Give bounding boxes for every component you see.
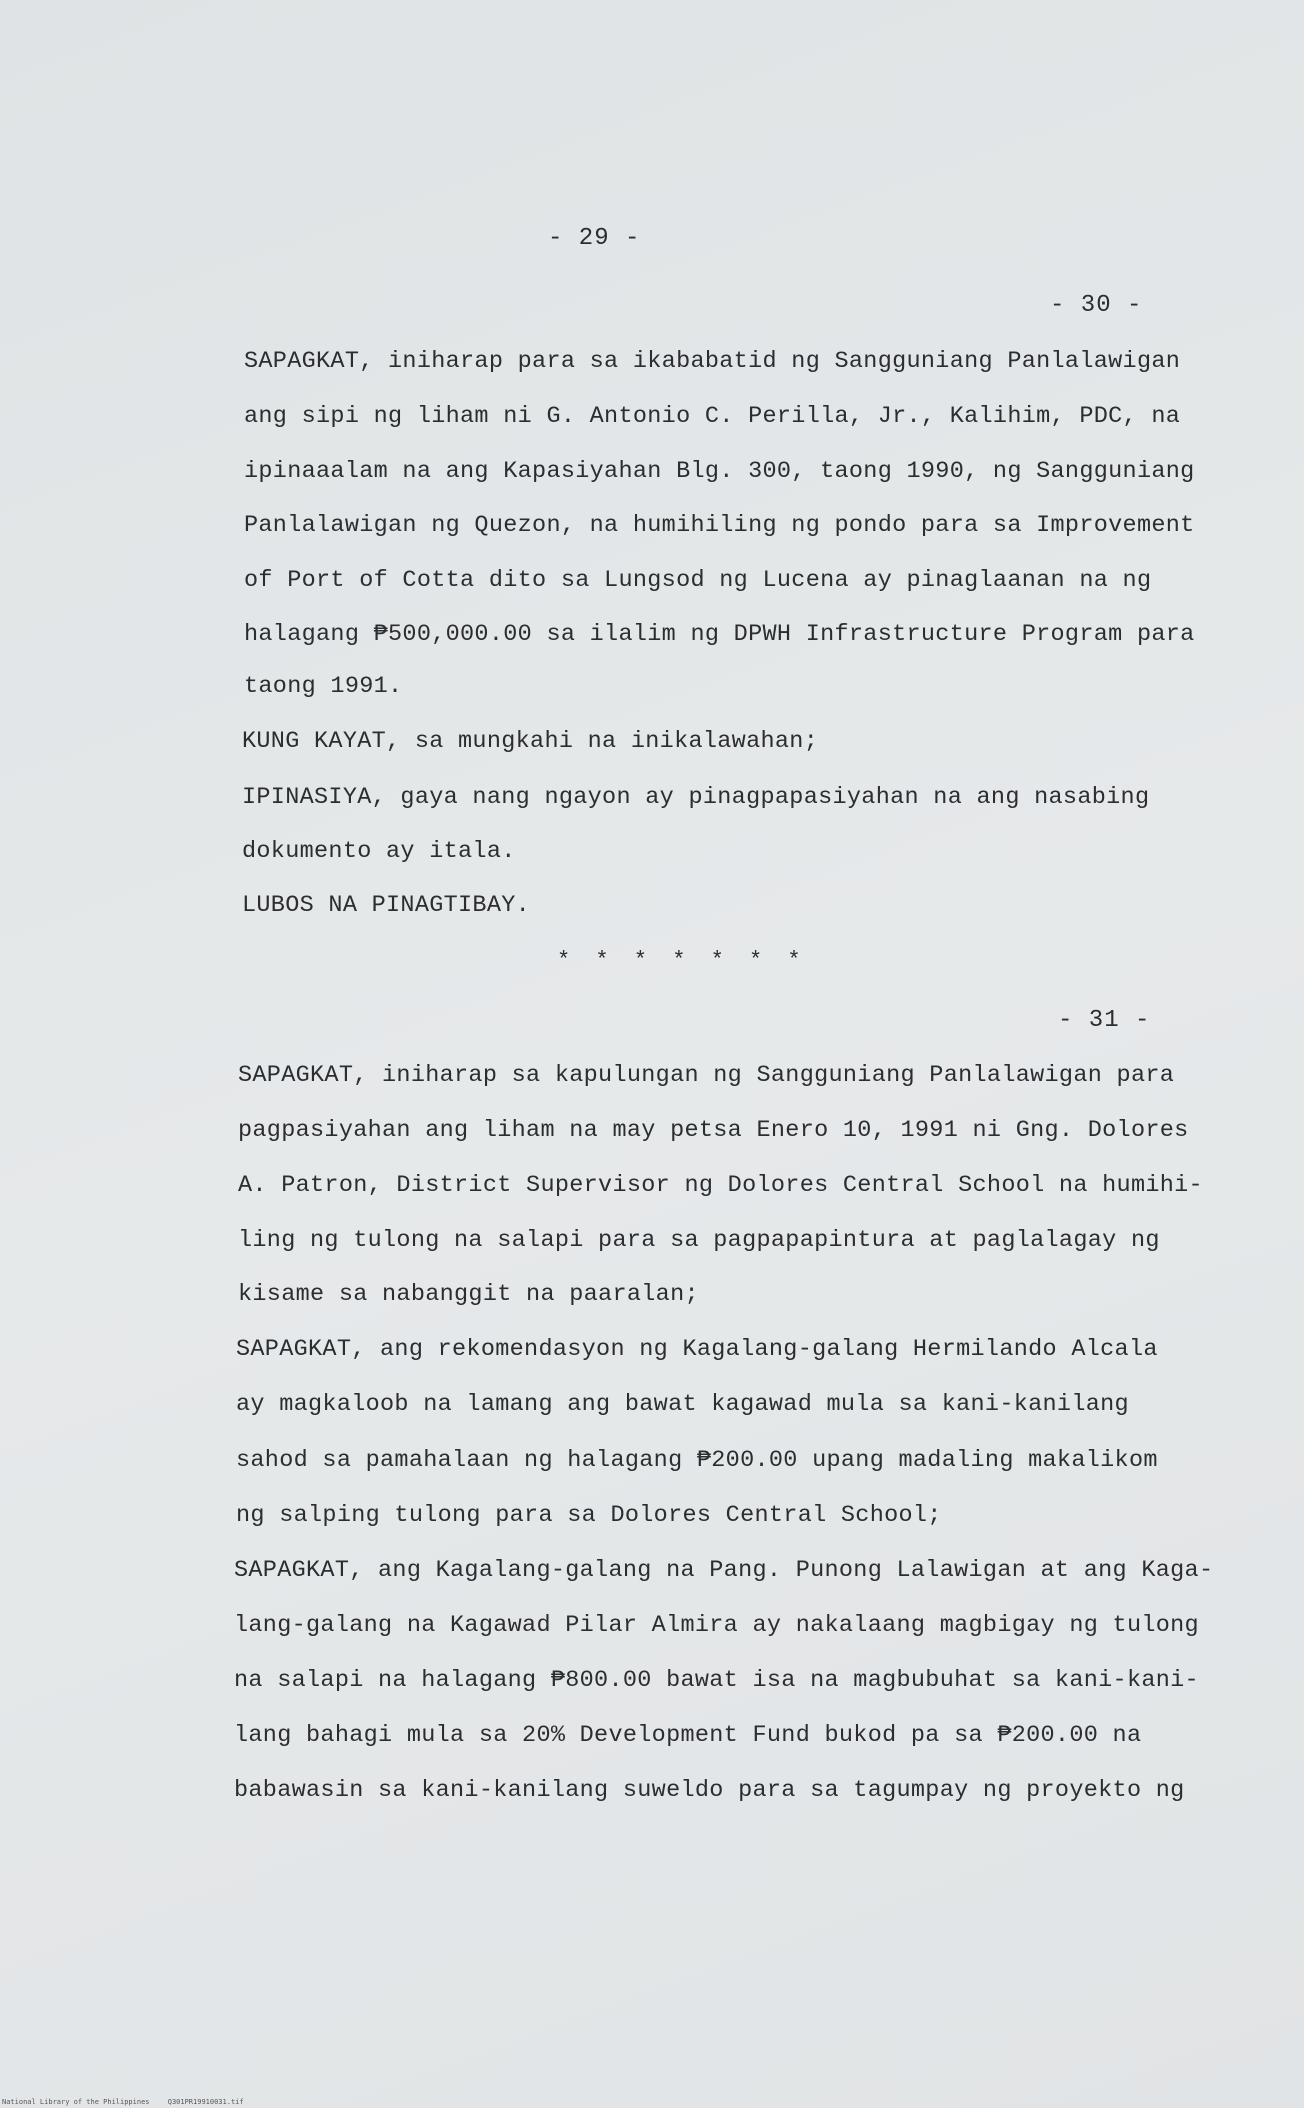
text-line: Panlalawigan ng Quezon, na humihiling ng pondo para sa Improvement <box>244 512 1195 539</box>
page-number-29: - 29 - <box>548 225 641 252</box>
page-number-30: - 30 - <box>1050 292 1143 319</box>
text-line: ay magkaloob na lamang ang bawat kagawad mula sa kani-kanilang <box>236 1391 1129 1418</box>
section-separator: * * * * * * * <box>557 948 807 973</box>
text-line: ipinaaalam na ang Kapasiyahan Blg. 300, taong 1990, ng Sangguniang <box>244 458 1195 485</box>
text-line: ling ng tulong na salapi para sa pagpapapintura at paglalagay ng <box>238 1227 1160 1254</box>
text-line: A. Patron, District Supervisor ng Dolores Central School na humihi- <box>238 1172 1203 1199</box>
text-line: SAPAGKAT, ang Kagalang-galang na Pang. Punong Lalawigan at ang Kaga- <box>234 1557 1214 1584</box>
footer-filename: Q301PR19910031.tif <box>167 2098 244 2106</box>
text-line: pagpasiyahan ang liham na may petsa Enero 10, 1991 ni Gng. Dolores <box>238 1117 1189 1144</box>
text-line: lang bahagi mula sa 20% Development Fund bukod pa sa ₱200.00 na <box>234 1722 1142 1749</box>
text-line: babawasin sa kani-kanilang suweldo para sa tagumpay ng proyekto ng <box>234 1777 1185 1804</box>
text-line: SAPAGKAT, ang rekomendasyon ng Kagalang-galang Hermilando Alcala <box>236 1336 1158 1363</box>
page-number-31: - 31 - <box>1058 1007 1151 1034</box>
text-line: dokumento ay itala. <box>242 838 516 865</box>
text-line: of Port of Cotta dito sa Lungsod ng Lucena ay pinaglaanan na ng <box>244 567 1152 594</box>
text-line: LUBOS NA PINAGTIBAY. <box>242 892 531 919</box>
text-line: ng salping tulong para sa Dolores Central School; <box>236 1502 942 1529</box>
footer-source: National Library of the Philippines <box>2 2098 150 2106</box>
text-line: kisame sa nabanggit na paaralan; <box>238 1281 699 1308</box>
text-line: sahod sa pamahalaan ng halagang ₱200.00 upang madaling makalikom <box>236 1447 1158 1474</box>
text-line: IPINASIYA, gaya nang ngayon ay pinagpapasiyahan na ang nasabing <box>242 784 1150 811</box>
text-line: na salapi na halagang ₱800.00 bawat isa na magbubuhat sa kani-kani- <box>234 1667 1199 1694</box>
text-line: lang-galang na Kagawad Pilar Almira ay nakalaang magbigay ng tulong <box>234 1612 1199 1639</box>
text-line: KUNG KAYAT, sa mungkahi na inikalawahan; <box>242 728 819 755</box>
text-line: SAPAGKAT, iniharap sa kapulungan ng Sangguniang Panlalawigan para <box>238 1062 1175 1089</box>
text-line: ang sipi ng liham ni G. Antonio C. Perilla, Jr., Kalihim, PDC, na <box>244 403 1181 430</box>
text-line: halagang ₱500,000.00 sa ilalim ng DPWH Infrastructure Program para <box>244 621 1195 648</box>
scan-footer <box>2 2098 258 2106</box>
text-line: taong 1991. <box>244 673 403 700</box>
text-line: SAPAGKAT, iniharap para sa ikababatid ng Sangguniang Panlalawigan <box>244 348 1181 375</box>
